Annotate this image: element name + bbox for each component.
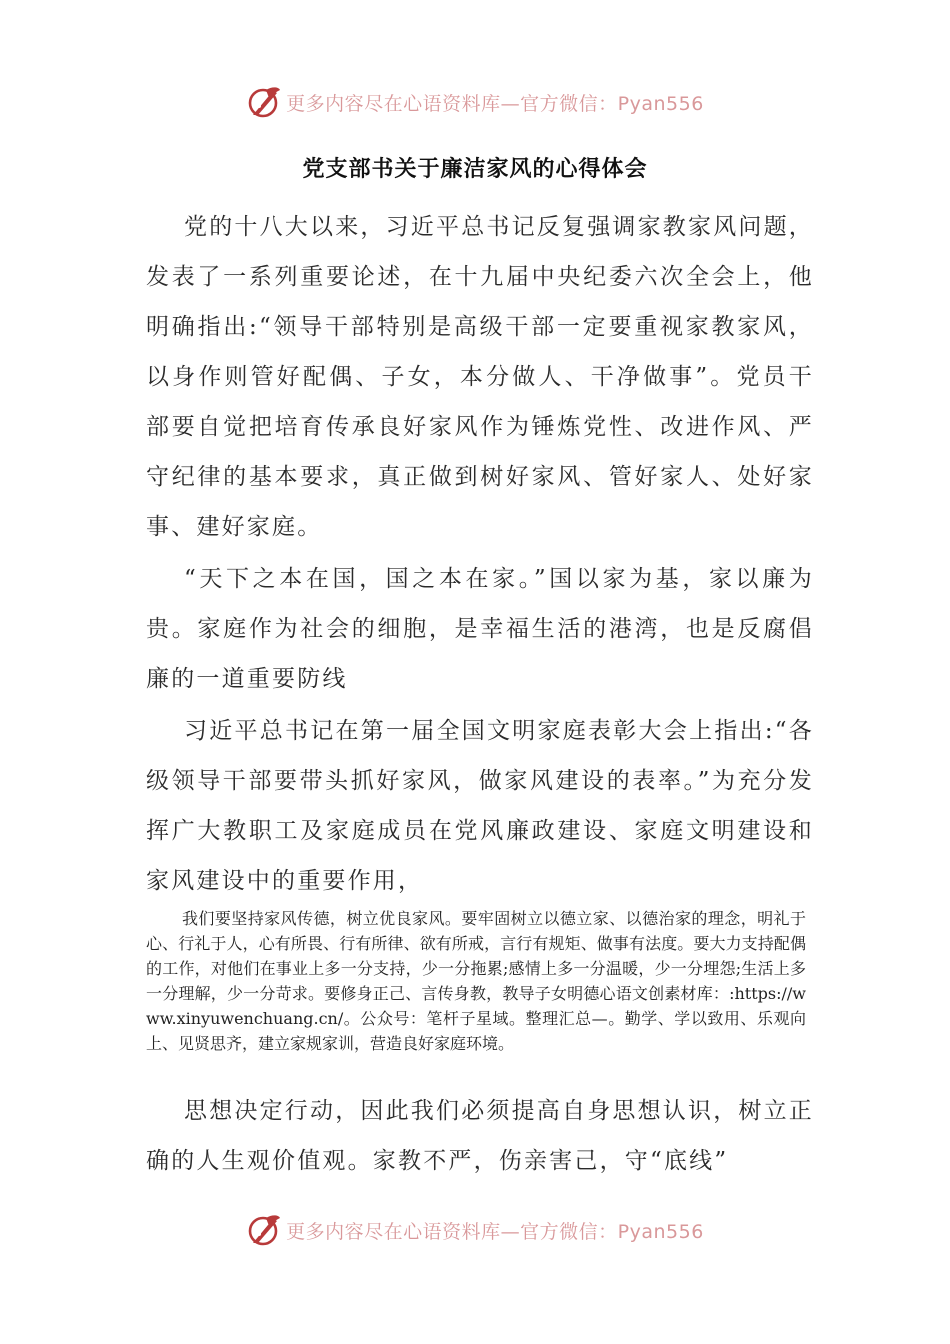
banner-text: 更多内容尽在心语资料库—官方微信：Pyan556 — [286, 1220, 704, 1243]
paragraph-1: 党的十八大以来，习近平总书记反复强调家教家风问题，发表了一系列重要论述，在十九届中央纪委六次全会上，他明确指出:“领导干部特别是高级干部一定要重视家教家风，以身作则管好配偶、子女，本分做人、干净做事”。党员干部要自觉把培育传承良好家风作为锤炼党性、改进作风、严守纪律的基本要求，真正做到树好家风、管好家人、处好家事、建好家庭。 — [146, 214, 814, 540]
quill-pen-logo-icon — [246, 1212, 282, 1248]
quill-pen-logo-icon — [246, 84, 282, 120]
document-title: 党支部书关于廉洁家风的心得体会 — [302, 156, 648, 182]
wechat-handle: Pyan556 — [617, 92, 704, 115]
header-banner — [0, 80, 950, 124]
paragraph-3: 习近平总书记在第一届全国文明家庭表彰大会上指出:“各级领导干部要带头抓好家风，做家风建设的表率。”为充分发挥广大教职工及家庭成员在党风廉政建设、家庭文明建设和家风建设中的重要作用， — [146, 718, 814, 894]
paragraph-5: 思想决定行动，因此我们必须提高自身思想认识，树立正确的人生观价值观。家教不严，伤亲害己，守“底线” — [146, 1098, 814, 1174]
paragraph-4-small: 我们要坚持家风传德，树立优良家风。要牢固树立以德立家、以德治家的理念，明礼于心、行礼于人，心有所畏、行有所律、欲有所戒，言行有规矩、做事有法度。要大力支持配偶的工作，对他们在事业上多一分支持，少一分拖累;感情上多一分温暖，少一分埋怨;生活上多一分理解，少一分苛求。要修身正己、言传身教，教导子女明德心语文创素材库：:https://www.xinyuwenchuang.cn/。公众号：笔杆子星域。整理汇总—。勤学、学以致用、乐观向上、见贤思齐，建立家规家训，营造良好家庭环境。 — [146, 909, 806, 1053]
footer-banner — [0, 1208, 950, 1252]
banner-text: 更多内容尽在心语资料库—官方微信：Pyan556 — [286, 92, 704, 115]
paragraph-2: “天下之本在国，国之本在家。”国以家为基，家以廉为贵。家庭作为社会的细胞，是幸福生活的港湾，也是反腐倡廉的一道重要防线 — [146, 566, 814, 692]
wechat-handle: Pyan556 — [617, 1220, 704, 1243]
